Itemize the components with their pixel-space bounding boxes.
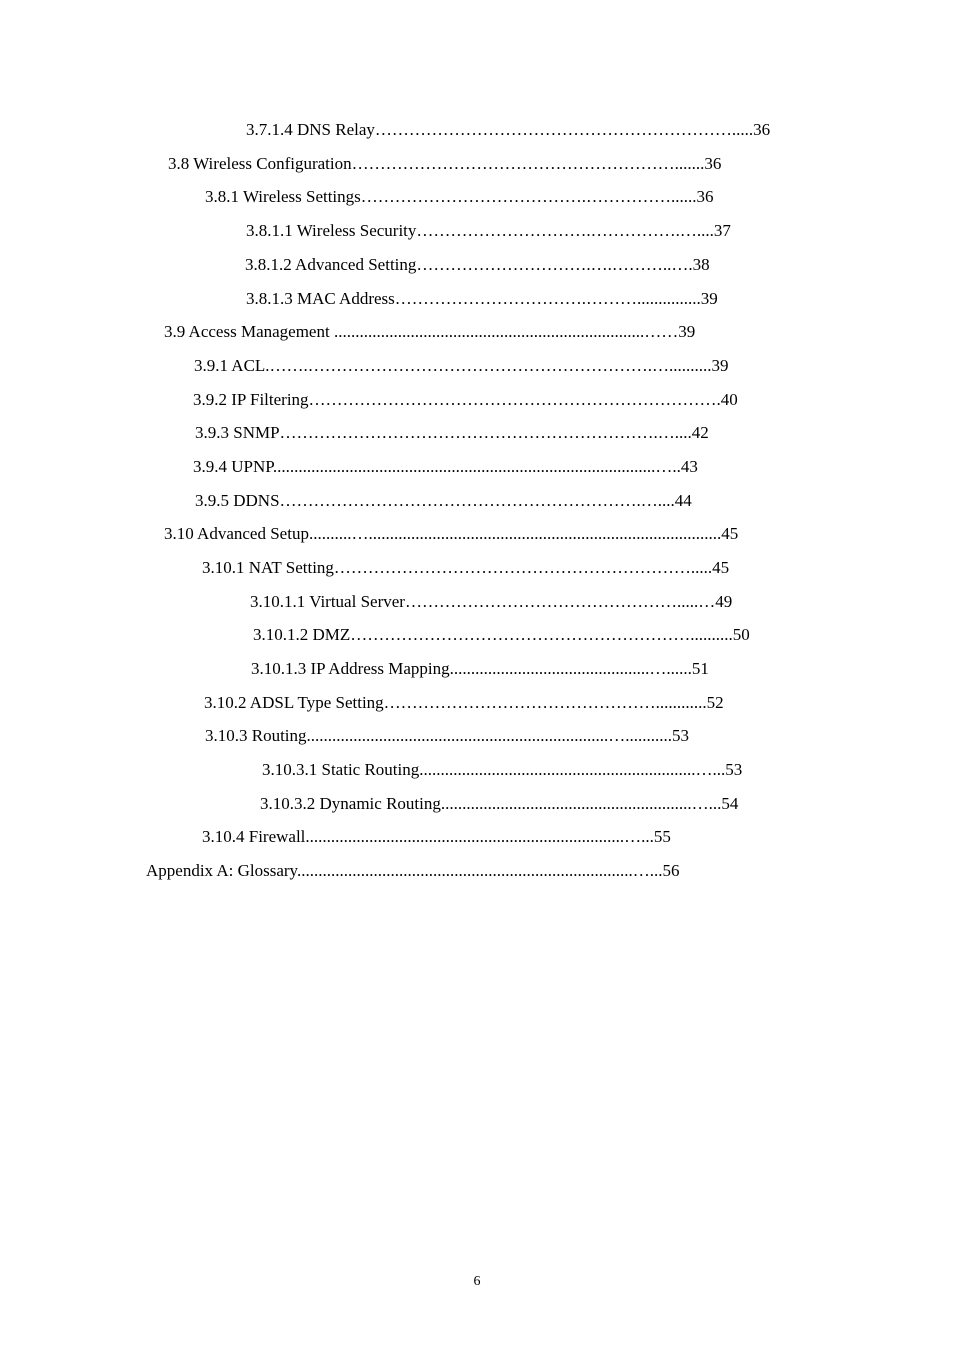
toc-entry: 3.10.1.2 DMZ……………………………………………………..........50 — [253, 625, 750, 644]
toc-entry: 3.8 Wireless Configuration………………………………………………….......36 — [168, 154, 722, 173]
toc-entry: 3.10 Advanced Setup..........…...................................................................................45 — [164, 524, 739, 543]
toc-entry: 3.10.1.1 Virtual Server………………………………………….....…49 — [250, 592, 733, 611]
toc-entry: 3.10.1 NAT Setting……………………………………………………….....45 — [202, 558, 730, 577]
toc-entry: 3.10.3 Routing.......................................................................…...........53 — [205, 726, 690, 745]
toc-entry: 3.10.3.1 Static Routing.................................................................…...53 — [262, 760, 743, 779]
toc-entry: 3.8.1.1 Wireless Security………………………….…………….…....37 — [246, 221, 731, 240]
page-number: 6 — [473, 1274, 481, 1289]
toc-entry: 3.7.1.4 DNS Relay……………………………………………………….....36 — [246, 120, 771, 139]
toc-entry: 3.10.3.2 Dynamic Routing...........................................................…...54 — [260, 794, 739, 813]
toc-entry: 3.10.1.3 IP Address Mapping...............................................…......51 — [251, 659, 709, 678]
toc-entry: 3.9 Access Management .........................................................................……39 — [164, 322, 696, 341]
toc-entry: Appendix A: Glossary...............................................................................…...56 — [146, 861, 680, 880]
toc-entry: 3.10.2 ADSL Type Setting…………………………………………............52 — [204, 693, 724, 712]
toc-entry: 3.8.1.2 Advanced Setting………………………….….………..….38 — [245, 255, 710, 274]
toc-entry: 3.8.1 Wireless Settings………………………………….……………......36 — [205, 187, 714, 206]
toc-entry: 3.9.3 SNMP………………………………………………………….…....42 — [195, 423, 709, 442]
toc-entry: 3.8.1.3 MAC Address…………………………….………...............39 — [246, 289, 718, 308]
toc-entry: 3.10.4 Firewall...........................................................................…...55 — [202, 827, 671, 846]
toc-entry: 3.9.2 IP Filtering……………………………………………………………….40 — [193, 390, 738, 409]
toc-entry: 3.9.1 ACL.…….…………………………………………………….…..........39 — [194, 356, 729, 375]
toc-entry: 3.9.4 UPNP..........................................................................................…..43 — [193, 457, 698, 476]
toc-entry: 3.9.5 DDNS……………………………………………………….…....44 — [195, 491, 692, 510]
